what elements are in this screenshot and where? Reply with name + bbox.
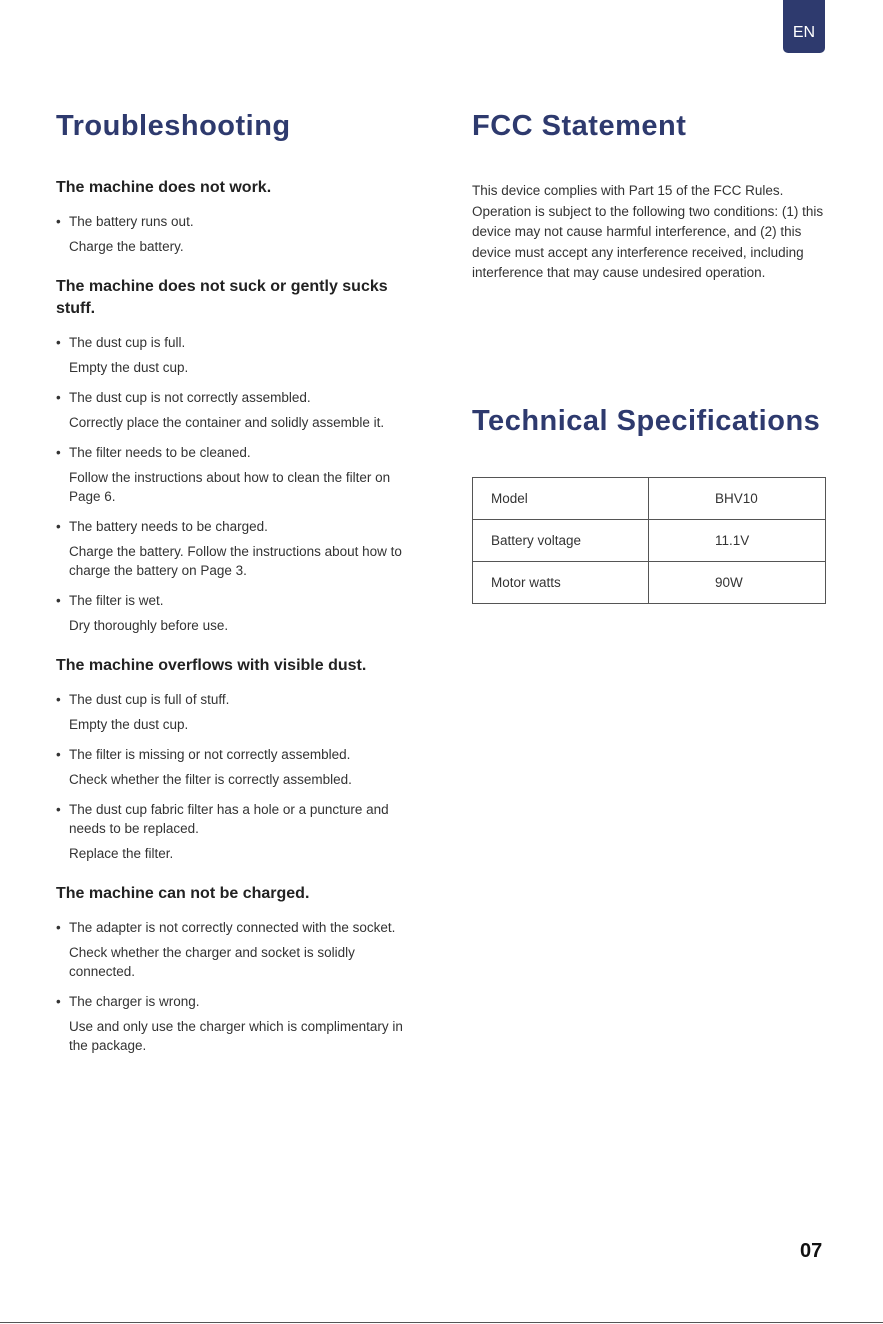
cause-list — [56, 918, 414, 1055]
fcc-section — [472, 108, 828, 284]
specs-title: Technical Specifications — [472, 405, 821, 437]
spec-label: Model — [473, 478, 649, 520]
problem-heading: The machine does not suck or gently sucks stuff. — [56, 278, 388, 317]
bullet-icon: • — [56, 593, 61, 608]
cause-text: The adapter is not correctly connected with the socket. — [69, 920, 396, 935]
solution-text: Empty the dust cup. — [69, 360, 189, 375]
cause-list — [56, 212, 414, 256]
spec-value: 90W — [649, 562, 826, 604]
problem-heading: The machine can not be charged. — [56, 885, 310, 902]
specs-table — [472, 477, 826, 604]
list-item — [56, 800, 414, 863]
spec-value: 11.1V — [649, 520, 826, 562]
bullet-icon: • — [56, 445, 61, 460]
list-item — [56, 690, 414, 734]
table-row — [473, 562, 826, 604]
cause-text: The filter needs to be cleaned. — [69, 445, 251, 460]
fcc-statement-text: This device complies with Part 15 of the FCC Rules. Operation is subject to the following two conditions: (1) this device may not cause harmful interference, and (2) this device must accept any interference received, including interference that may cause undesired operation. — [472, 183, 824, 280]
page-number: 07 — [800, 1240, 823, 1262]
spec-label: Battery voltage — [473, 520, 649, 562]
language-label: EN — [792, 24, 816, 41]
cause-text: The dust cup is full. — [69, 335, 186, 350]
bullet-icon: • — [56, 390, 61, 405]
solution-text: Follow the instructions about how to clean the filter on Page 6. — [69, 470, 391, 504]
solution-text: Correctly place the container and solidly assemble it. — [69, 415, 385, 430]
bullet-icon: • — [56, 994, 61, 1009]
list-item — [56, 443, 414, 506]
spec-value: BHV10 — [649, 478, 826, 520]
bullet-icon: • — [56, 214, 61, 229]
cause-list — [56, 333, 414, 635]
cause-text: The filter is missing or not correctly assembled. — [69, 747, 351, 762]
solution-text: Check whether the filter is correctly assembled. — [69, 772, 352, 787]
solution-text: Use and only use the charger which is complimentary in the package. — [69, 1019, 403, 1053]
cause-text: The dust cup is not correctly assembled. — [69, 390, 311, 405]
cause-text: The battery needs to be charged. — [69, 519, 268, 534]
bullet-icon: • — [56, 519, 61, 534]
bullet-icon: • — [56, 747, 61, 762]
list-item — [56, 333, 414, 377]
bullet-icon: • — [56, 920, 61, 935]
troubleshooting-section — [56, 108, 414, 1055]
troubleshooting-title: Troubleshooting — [56, 110, 291, 142]
list-item — [56, 992, 414, 1055]
cause-text: The dust cup fabric filter has a hole or a puncture and needs to be replaced. — [69, 802, 389, 836]
list-item — [56, 517, 414, 580]
list-item — [56, 388, 414, 432]
solution-text: Replace the filter. — [69, 846, 174, 861]
problem-heading: The machine overflows with visible dust. — [56, 657, 367, 674]
solution-text: Check whether the charger and socket is solidly connected. — [69, 945, 355, 979]
solution-text: Charge the battery. — [69, 239, 184, 254]
list-item — [56, 745, 414, 789]
cause-text: The filter is wet. — [69, 593, 164, 608]
bullet-icon: • — [56, 335, 61, 350]
list-item — [56, 918, 414, 981]
cause-text: The dust cup is full of stuff. — [69, 692, 230, 707]
problem-heading: The machine does not work. — [56, 179, 272, 196]
cause-text: The charger is wrong. — [69, 994, 200, 1009]
cause-list — [56, 690, 414, 863]
table-row — [473, 520, 826, 562]
cause-text: The battery runs out. — [69, 214, 194, 229]
fcc-title: FCC Statement — [472, 110, 687, 142]
bottom-divider — [0, 1322, 883, 1323]
solution-text: Charge the battery. Follow the instructions about how to charge the battery on Page 3. — [69, 544, 402, 578]
bullet-icon: • — [56, 802, 61, 817]
spec-label: Motor watts — [473, 562, 649, 604]
solution-text: Empty the dust cup. — [69, 717, 189, 732]
solution-text: Dry thoroughly before use. — [69, 618, 229, 633]
list-item — [56, 212, 414, 256]
list-item — [56, 591, 414, 635]
language-tab — [783, 0, 825, 53]
table-row — [473, 478, 826, 520]
bullet-icon: • — [56, 692, 61, 707]
